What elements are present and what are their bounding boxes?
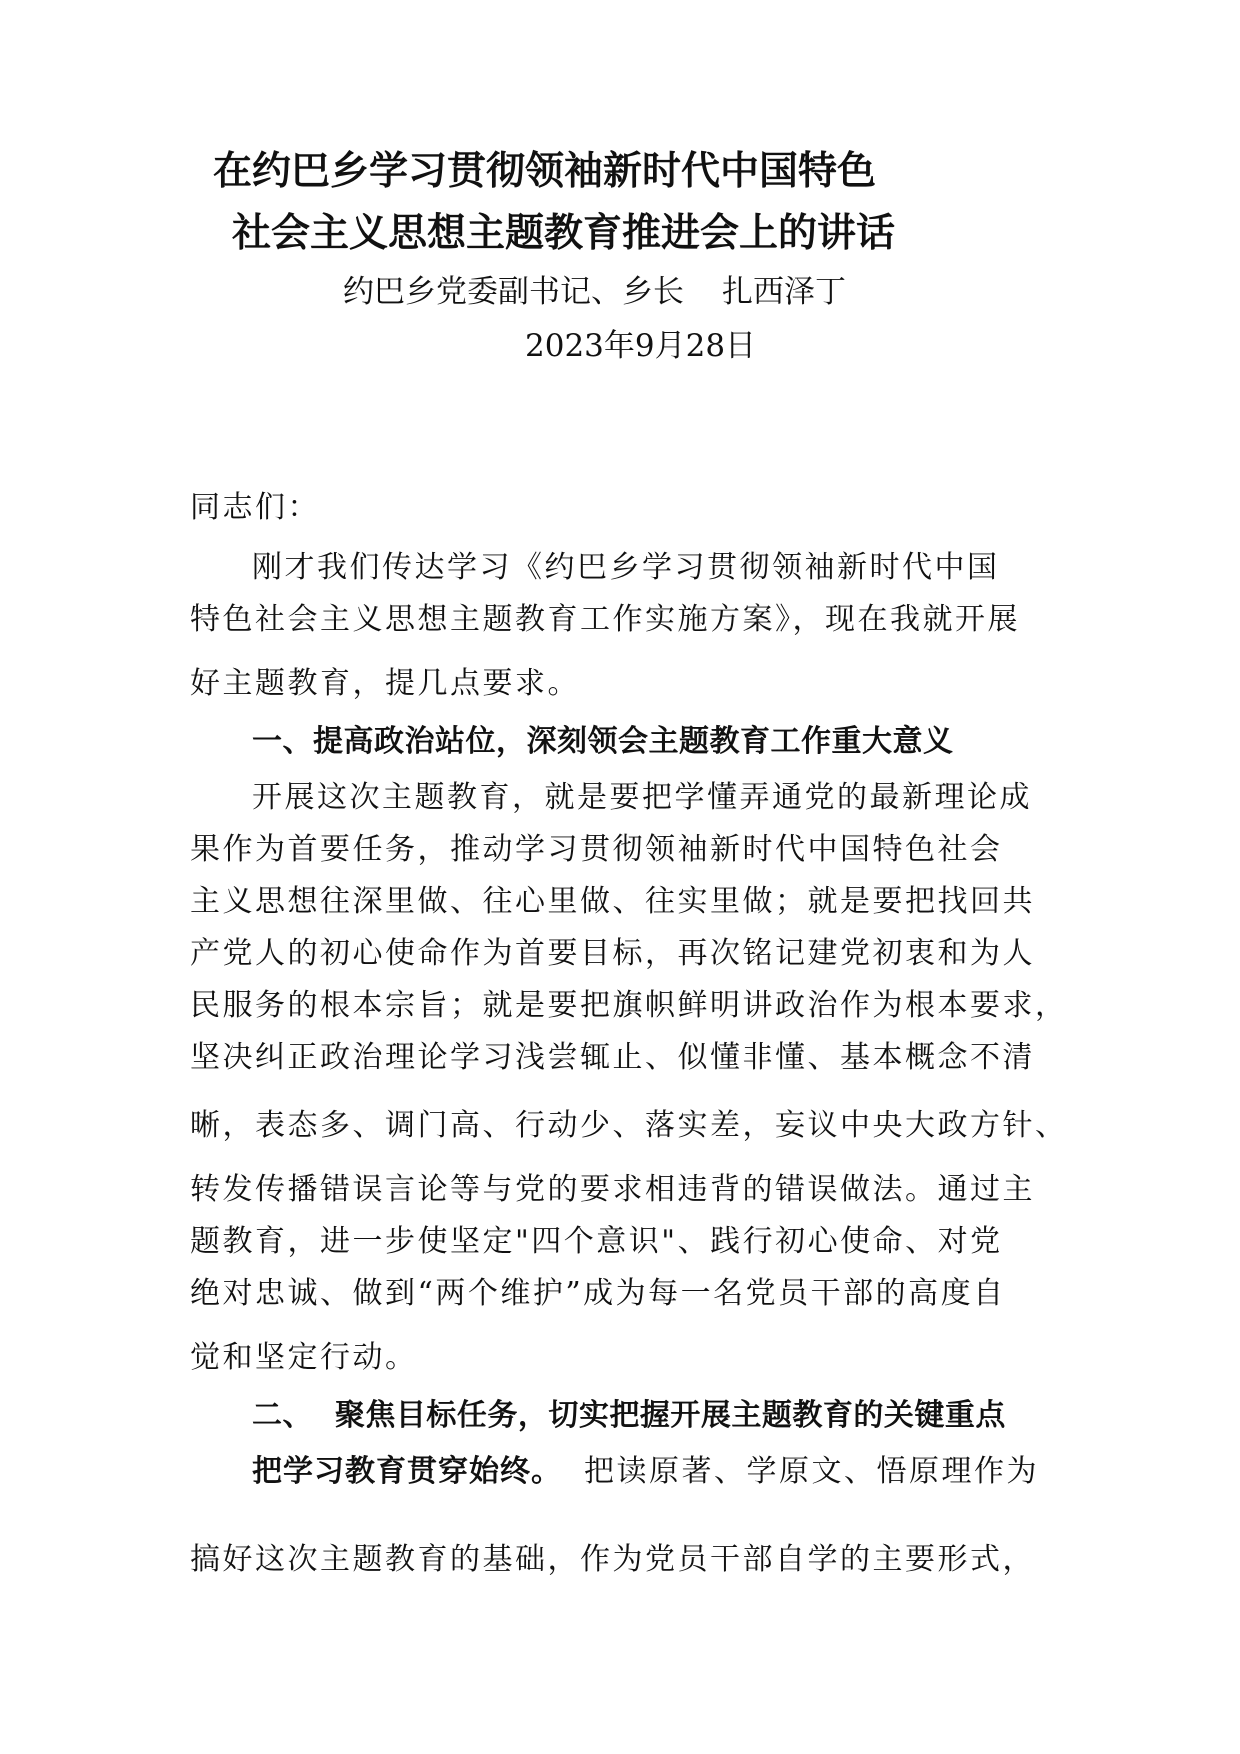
paragraph-line: 觉和坚定行动。: [190, 1340, 418, 1375]
document-title-line-2: 社会主义思想主题教育推进会上的讲话: [232, 211, 896, 256]
author-line: [343, 270, 846, 314]
paragraph-line: 好主题教育，提几点要求。: [190, 666, 580, 701]
paragraph-line: 题教育，进一步使坚定"四个意识"、践行初心使命、对党: [190, 1224, 1003, 1259]
author-name: 扎西泽丁: [722, 274, 846, 310]
paragraph-line: 晰，表态多、调门高、行动少、落实差，妄议中央大政方针、: [190, 1108, 1068, 1143]
paragraph-line: 特色社会主义思想主题教育工作实施方案》，现在我就开展: [190, 602, 1020, 637]
speech-date: 2023年9月28日: [525, 328, 757, 364]
paragraph-line: 果作为首要任务，推动学习贯彻领袖新时代中国特色社会: [190, 832, 1003, 867]
paragraph-lead-continuation: 把读原著、学原文、悟原理作为: [584, 1454, 1039, 1489]
document-title-line-1: 在约巴乡学习贯彻领袖新时代中国特色: [213, 149, 877, 194]
paragraph-line: [252, 1452, 1039, 1492]
salutation: 同志们：: [190, 490, 320, 525]
paragraph-line: 产党人的初心使命作为首要目标，再次铭记建党初衷和为人: [190, 936, 1035, 971]
paragraph-line: 坚决纠正政治理论学习浅尝辄止、似懂非懂、基本概念不清: [190, 1040, 1035, 1075]
paragraph-line: 绝对忠诚、做到“两个维护”成为每一名党员干部的高度自: [190, 1276, 1006, 1311]
paragraph-line: 主义思想往深里做、往心里做、往实里做；就是要把找回共: [190, 884, 1035, 919]
paragraph-line: 开展这次主题教育，就是要把学懂弄通党的最新理论成: [252, 780, 1032, 815]
section-heading-2: 二、 聚焦目标任务，切实把握开展主题教育的关键重点: [252, 1398, 1006, 1433]
paragraph-line: 转发传播错误言论等与党的要求相违背的错误做法。通过主: [190, 1172, 1035, 1207]
paragraph-line: 民服务的根本宗旨；就是要把旗帜鲜明讲政治作为根本要求，: [190, 988, 1068, 1023]
section-heading-1: 一、提高政治站位，深刻领会主题教育工作重大意义: [252, 724, 954, 759]
paragraph-line: 搞好这次主题教育的基础，作为党员干部自学的主要形式，: [190, 1542, 1035, 1577]
paragraph-line: 刚才我们传达学习《约巴乡学习贯彻领袖新时代中国: [252, 550, 1000, 585]
paragraph-lead-bold: 把学习教育贯穿始终。: [252, 1454, 562, 1489]
author-position: 约巴乡党委副书记、乡长: [343, 274, 684, 310]
